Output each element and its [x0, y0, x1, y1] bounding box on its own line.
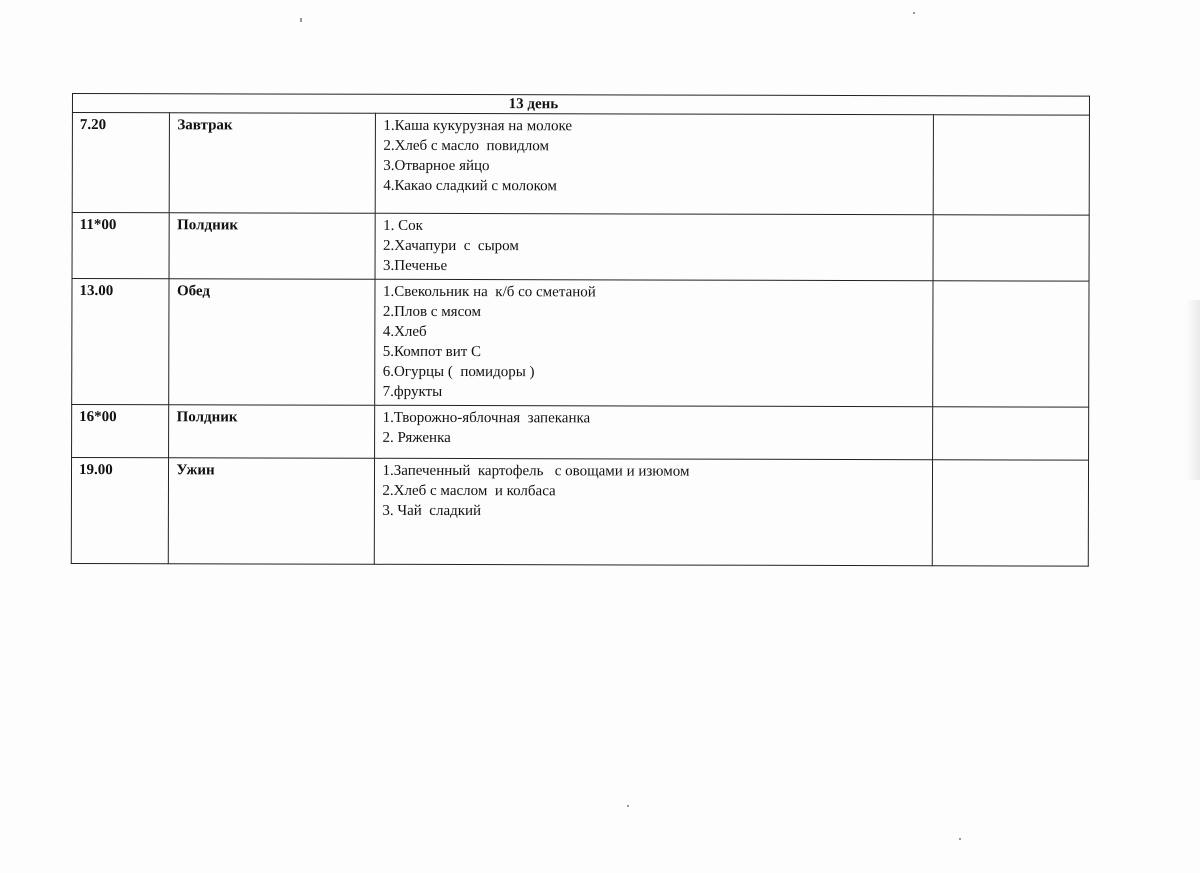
scan-speck — [627, 805, 629, 807]
meal-name: Ужин — [169, 458, 375, 565]
dish-list — [375, 279, 933, 406]
day-title: 13 день — [72, 94, 1089, 116]
empty-cell — [932, 460, 1088, 566]
dish-item: 4.Какао сладкий с молоком — [383, 177, 557, 195]
dish-list — [375, 458, 933, 565]
meal-time: 13.00 — [72, 279, 170, 405]
dish-item: 5.Компот вит С — [382, 343, 482, 361]
meal-row-snack-afternoon — [72, 405, 1089, 461]
empty-cell — [933, 281, 1089, 407]
scan-edge-shadow — [1186, 300, 1200, 480]
meal-name: Полдник — [169, 405, 375, 459]
empty-cell — [933, 407, 1089, 460]
scan-speck — [913, 12, 915, 14]
dish-item: 3. Чай сладкий — [382, 502, 482, 520]
empty-cell — [933, 115, 1089, 215]
meal-time: 19.00 — [71, 458, 169, 564]
dish-list — [375, 213, 933, 280]
meal-name: Полдник — [169, 213, 375, 280]
meal-row-lunch — [72, 279, 1089, 408]
scan-speck — [300, 20, 302, 22]
meal-name: Обед — [169, 279, 375, 406]
meal-time: 16*00 — [72, 405, 170, 458]
dish-item: 6.Огурцы ( помидоры ) — [382, 363, 535, 381]
menu-table — [71, 93, 1090, 567]
dish-item: 1.Свекольник на к/б со сметаной — [382, 283, 596, 301]
scan-speck — [959, 838, 961, 840]
dish-item: 2.Хачапури с сыром — [383, 237, 519, 255]
dish-item: 4.Хлеб — [382, 323, 427, 340]
dish-list — [375, 405, 933, 459]
dish-item: 2. Ряженка — [382, 429, 451, 446]
dish-item: 3.Отварное яйцо — [383, 157, 490, 175]
meal-time: 7.20 — [72, 113, 170, 213]
meal-row-dinner — [71, 458, 1088, 567]
dish-item: 2.Плов с мясом — [382, 303, 481, 321]
dish-list — [376, 113, 934, 214]
dish-item: 3.Печенье — [382, 257, 448, 274]
dish-item: 2.Хлеб с масло повидлом — [383, 137, 550, 155]
dish-item: 1.Творожно-яблочная запеканка — [382, 409, 591, 427]
meal-name: Завтрак — [170, 113, 376, 214]
meal-row-snack-morning — [72, 213, 1089, 282]
empty-cell — [933, 215, 1089, 281]
dish-item: 1.Каша кукурузная на молоке — [383, 117, 573, 135]
meal-row-breakfast — [72, 113, 1089, 216]
dish-item: 1.Запеченный картофель с овощами и изюмом — [382, 462, 690, 480]
dish-item: 7.фрукты — [382, 383, 443, 400]
meal-time: 11*00 — [72, 213, 170, 279]
dish-item: 1. Сок — [383, 217, 423, 234]
dish-item: 2.Хлеб с маслом и колбаса — [382, 482, 556, 500]
